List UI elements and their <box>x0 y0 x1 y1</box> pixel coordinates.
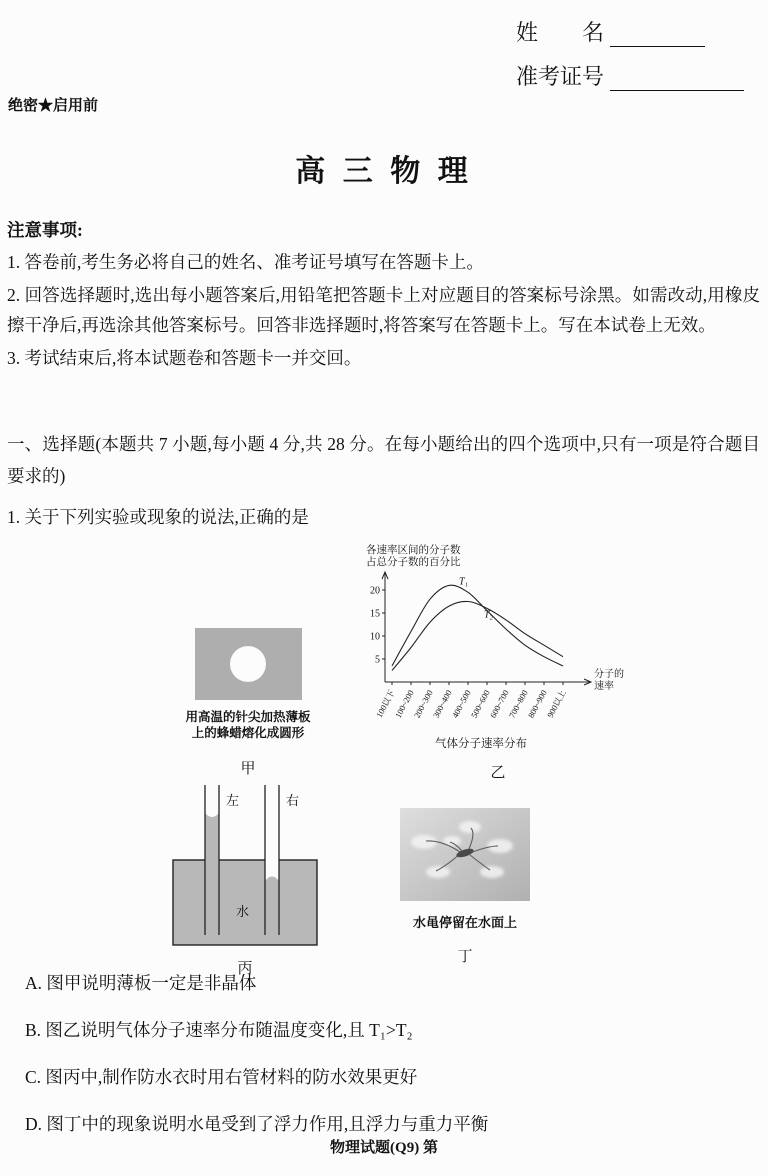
name-blank-line[interactable] <box>610 21 705 47</box>
capillary-tubes-diagram <box>170 785 320 948</box>
right-tube-water <box>265 877 279 936</box>
svg-text:分子的: 分子的 <box>594 669 624 680</box>
name-label: 姓 名 <box>516 20 605 45</box>
svg-text:气体分子速率分布: 气体分子速率分布 <box>435 738 527 750</box>
figure-yi-label: 乙 <box>490 765 506 781</box>
exam-id-blank-line[interactable] <box>610 65 744 91</box>
water-label: 水 <box>236 904 250 919</box>
figure-bing <box>170 785 320 978</box>
svg-text:T₂: T₂ <box>484 609 494 621</box>
figure-ding-label: 丁 <box>457 949 473 965</box>
page-footer: 物理试题(Q9) 第 <box>330 1140 438 1156</box>
figure-jia <box>168 628 328 778</box>
svg-text:500~600: 500~600 <box>468 688 492 720</box>
svg-text:900以上: 900以上 <box>544 688 568 720</box>
section-heading: 一、选择题(本题共 7 小题,每小题 4 分,共 28 分。在每小题给出的四个选项中,只有一项是符合题目要求的) <box>7 434 760 486</box>
svg-text:速率: 速率 <box>594 681 614 692</box>
notice-item-2: 2. 回答选择题时,选出每小题答案后,用铅笔把答题卡上对应题目的答案标号涂黑。如需改动,用橡皮擦干净后,再选涂其他答案标号。回答非选择题时,将答案写在答题卡上。写在本试卷上无效。 <box>7 284 760 335</box>
water-basin <box>173 860 317 945</box>
left-tube-label: 左 <box>226 793 240 808</box>
figure-jia-caption-line1: 用高温的针尖加热薄板 <box>185 710 311 724</box>
figure-ding-caption: 水黾停留在水面上 <box>412 915 517 930</box>
svg-text:400~500: 400~500 <box>449 688 473 720</box>
left-tube-water <box>205 813 219 935</box>
figure-jia-caption <box>168 709 328 741</box>
notice-heading: 注意事项: <box>7 220 83 240</box>
figure-yi <box>362 542 634 782</box>
exam-id-field-row <box>516 60 744 91</box>
question-1-figures <box>0 540 768 977</box>
svg-text:15: 15 <box>370 608 380 620</box>
figure-bing-label: 丙 <box>237 961 253 977</box>
melted-wax-circle <box>230 646 266 682</box>
svg-text:600~700: 600~700 <box>487 688 511 720</box>
svg-text:300~400: 300~400 <box>430 688 454 720</box>
svg-text:100以下: 100以下 <box>373 688 397 720</box>
svg-text:800~900: 800~900 <box>525 688 549 720</box>
svg-text:200~300: 200~300 <box>411 688 435 720</box>
speed-distribution-chart <box>363 542 633 754</box>
page-title: 高 三 物 理 <box>295 155 473 188</box>
figure-ding <box>398 808 532 966</box>
notice-item-1: 1. 答卷前,考生务必将自己的姓名、准考证号填写在答题卡上。 <box>7 252 484 272</box>
notice-item-3: 3. 考试结束后,将本试题卷和答题卡一并交回。 <box>7 347 362 368</box>
right-tube-label: 右 <box>286 793 300 808</box>
wax-board-diagram <box>195 628 302 700</box>
notice-section <box>7 215 760 373</box>
svg-text:10: 10 <box>370 631 380 643</box>
option-b: B. 图乙说明气体分子速率分布随温度变化,且 T₁>T₂ <box>25 1020 413 1040</box>
secret-label: 绝密★启用前 <box>8 98 99 114</box>
question-1-stem: 1. 关于下列实验或现象的说法,正确的是 <box>7 507 309 527</box>
name-field-row <box>516 16 705 47</box>
svg-text:100~200: 100~200 <box>392 688 416 720</box>
svg-text:各速率区间的分子数: 各速率区间的分子数 <box>366 545 461 556</box>
svg-text:20: 20 <box>370 585 380 597</box>
svg-text:700~800: 700~800 <box>506 688 530 720</box>
water-strider-illustration <box>400 808 530 901</box>
svg-text:5: 5 <box>375 654 380 666</box>
figure-jia-label: 甲 <box>240 761 256 777</box>
question-1-options <box>25 970 750 1158</box>
water-strider-photo <box>400 808 530 901</box>
figure-jia-caption-line2: 上的蜂蜡熔化成圆形 <box>191 726 305 740</box>
option-c: C. 图丙中,制作防水衣时用右管材料的防水效果更好 <box>25 1067 418 1087</box>
option-d: D. 图丁中的现象说明水黾受到了浮力作用,且浮力与重力平衡 <box>25 1114 489 1134</box>
exam-id-label: 准考证号 <box>516 64 605 89</box>
svg-text:占总分子数的百分比: 占总分子数的百分比 <box>366 557 461 568</box>
svg-text:T₁: T₁ <box>459 576 469 588</box>
option-a: A. 图甲说明薄板一定是非晶体 <box>25 973 257 993</box>
